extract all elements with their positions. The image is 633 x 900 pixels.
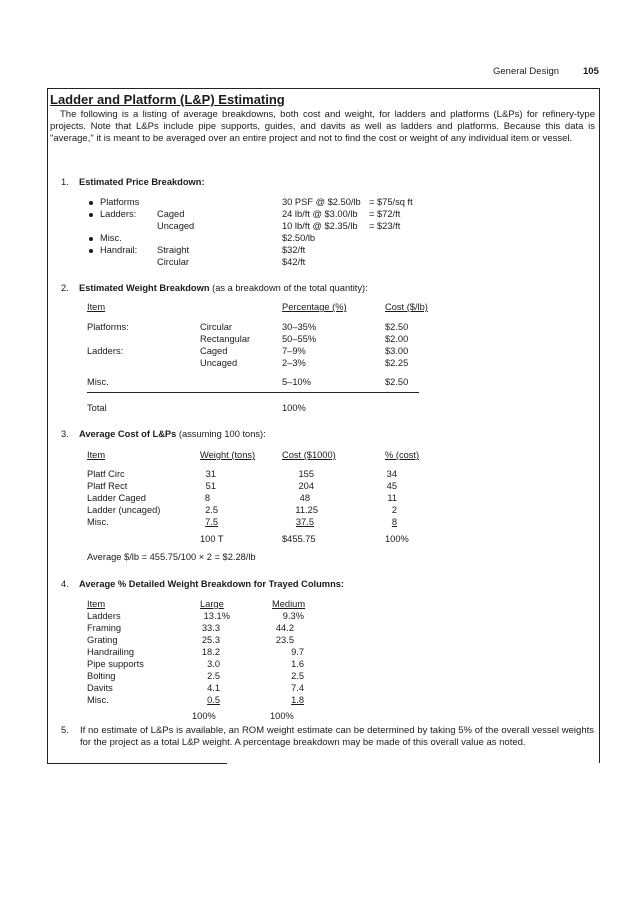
running-header-section: General Design — [493, 66, 560, 77]
s2-total-label: Total — [87, 403, 107, 413]
s3-row-b: 31 — [205, 469, 216, 479]
s4-row-b: 2.5 — [207, 671, 220, 681]
s1-row-b: Caged — [157, 209, 185, 219]
s1-row-d: = $23/ft — [369, 221, 401, 231]
s3-row-c: 155 — [298, 469, 314, 479]
s4-heading: Average % Detailed Weight Breakdown for Trayed Columns: — [79, 579, 345, 589]
s3-average-formula: Average $/lb = 455.75/100 × 2 = $2.28/lb — [87, 552, 256, 562]
s2-row-d: $3.00 — [385, 346, 409, 356]
s4-row-a: Bolting — [87, 671, 116, 681]
s4-row-a: Davits — [87, 683, 113, 693]
s4-row-c: 44.2 — [275, 623, 294, 633]
s1-row-b: Circular — [157, 257, 190, 267]
s4-row-a: Handrailing — [87, 647, 135, 657]
s2-row-d: $2.50 — [385, 377, 409, 387]
s3-row-c: 204 — [298, 481, 314, 491]
s1-row-c: 30 PSF @ $2.50/lb — [282, 197, 361, 207]
s4-total-medium: 100% — [270, 711, 294, 721]
s1-row-b: Uncaged — [157, 221, 195, 231]
bullet-icon — [89, 213, 93, 217]
s2-row-c: 7–9% — [282, 346, 306, 356]
s1-row-d: = $72/ft — [369, 209, 401, 219]
s3-note: (assuming 100 tons): — [178, 429, 266, 439]
s3-row-a: Ladder Caged — [87, 493, 146, 503]
s2-col-pct: Percentage (%) — [282, 302, 347, 312]
s4-row-b: 25.3 — [201, 635, 220, 645]
s1-row-c: $2.50/lb — [282, 233, 316, 243]
s4-total-large: 100% — [192, 711, 216, 721]
s1-row-c: $32/ft — [282, 245, 306, 255]
s3-col-pct: % (cost) — [385, 450, 420, 460]
s4-row-c: 23.5 — [275, 635, 294, 645]
s1-row-d: = $75/sq ft — [369, 197, 413, 207]
s1-row-a: Misc. — [100, 233, 122, 243]
s2-row-b: Rectangular — [200, 334, 251, 344]
s3-row-d: 8 — [391, 517, 397, 527]
section-title: Ladder and Platform (L&P) Estimating — [50, 92, 285, 107]
s1-row-c: 24 lb/ft @ $3.00/lb — [282, 209, 358, 219]
s2-total-pct: 100% — [282, 403, 306, 413]
s4-row-c: 7.4 — [291, 683, 304, 693]
s3-row-d: 2 — [391, 505, 397, 515]
bullet-icon — [89, 249, 93, 253]
s4-col-medium: Medium — [272, 599, 306, 609]
s4-col-item: Item — [87, 599, 106, 609]
s2-row-c: 50–55% — [282, 334, 317, 344]
page-number: 105 — [583, 66, 599, 77]
s3-total-cost: $455.75 — [282, 534, 316, 544]
s2-number: 2. — [61, 283, 69, 293]
s3-row-b: 8 — [204, 493, 210, 503]
s4-row-c: 1.8 — [291, 695, 304, 705]
s2-row-b: Uncaged — [200, 358, 238, 368]
s5-number: 5. — [61, 725, 69, 735]
s3-total-weight: 100 T — [200, 534, 224, 544]
s1-row-c: $42/ft — [282, 257, 306, 267]
box-bottom-rule — [47, 763, 227, 764]
s3-col-weight: Weight (tons) — [200, 450, 256, 460]
s3-row-b: 51 — [205, 481, 216, 491]
s4-row-b: 13.1% — [203, 611, 230, 621]
s4-row-b: 3.0 — [207, 659, 220, 669]
s2-row-d: $2.25 — [385, 358, 409, 368]
s4-row-a: Pipe supports — [87, 659, 144, 669]
s3-col-item: Item — [87, 450, 106, 460]
s3-total-pct: 100% — [385, 534, 409, 544]
s2-row-c: 5–10% — [282, 377, 311, 387]
s2-row-c: 30–35% — [282, 322, 317, 332]
s3-row-c: 37.5 — [295, 517, 314, 527]
s4-row-b: 4.1 — [207, 683, 220, 693]
s1-heading: Estimated Price Breakdown: — [79, 177, 205, 187]
s2-row-d: $2.50 — [385, 322, 409, 332]
s4-row-c: 9.3% — [282, 611, 304, 621]
s3-row-a: Ladder (uncaged) — [87, 505, 161, 515]
s3-row-c: 48 — [299, 493, 310, 503]
s1-number: 1. — [61, 177, 69, 187]
s3-row-a: Platf Circ — [87, 469, 125, 479]
s1-row-b: Straight — [157, 245, 190, 255]
s4-row-c: 9.7 — [291, 647, 304, 657]
s3-row-a: Misc. — [87, 517, 109, 527]
s1-row-a: Handrail: — [100, 245, 138, 255]
s4-row-b: 18.2 — [201, 647, 220, 657]
s4-row-a: Grating — [87, 635, 118, 645]
s3-number: 3. — [61, 429, 69, 439]
bullet-icon — [89, 201, 93, 205]
s2-note: (as a breakdown of the total quantity): — [212, 283, 368, 293]
s2-row-c: 2–3% — [282, 358, 306, 368]
s2-row-a: Misc. — [87, 377, 109, 387]
s2-col-cost: Cost ($/lb) — [385, 302, 428, 312]
s4-row-c: 1.6 — [291, 659, 304, 669]
s2-row-d: $2.00 — [385, 334, 409, 344]
s4-row-a: Framing — [87, 623, 122, 633]
box-top-rule — [47, 88, 599, 89]
s3-row-d: 11 — [387, 493, 397, 503]
s5-paragraph: If no estimate of L&Ps is available, an ROM weight estimate can be determined by taking 5% of the overall vessel weights for the project as a total L&P weight. A percentage breakdown may be made of this overall value as noted. — [80, 725, 594, 749]
s2-row-a: Ladders: — [87, 346, 124, 356]
bullet-icon — [89, 237, 93, 241]
s3-row-d: 34 — [386, 469, 397, 479]
s2-heading: Estimated Weight Breakdown — [79, 283, 210, 293]
intro-paragraph: The following is a listing of average breakdowns, both cost and weight, for ladders and platforms (L&Ps) for refinery-type projects. Note that L&Ps include pipe supports, guides, and davits as well as ladders and platforms. Because this data is "average," it is meant to be averaged over an entire project and not to find the cost or weight of any individual item or vessel. — [50, 109, 595, 145]
s3-row-b: 2.5 — [205, 505, 218, 515]
s3-row-c: 11.25 — [295, 505, 318, 515]
s3-row-d: 45 — [386, 481, 397, 491]
s3-row-a: Platf Rect — [87, 481, 128, 491]
s2-heading-line — [79, 283, 368, 293]
s3-row-b: 7.5 — [205, 517, 218, 527]
s4-row-c: 2.5 — [291, 671, 304, 681]
s4-number: 4. — [61, 579, 69, 589]
s4-row-b: 33.3 — [201, 623, 220, 633]
s3-heading-line — [79, 429, 266, 439]
s4-row-a: Misc. — [87, 695, 109, 705]
s3-heading: Average Cost of L&Ps — [79, 429, 177, 439]
s4-col-large: Large — [200, 599, 224, 609]
s2-total-rule — [87, 392, 419, 393]
s2-row-b: Circular — [200, 322, 233, 332]
s4-row-b: 0.5 — [207, 695, 220, 705]
s4-row-a: Ladders — [87, 611, 121, 621]
s2-col-item: Item — [87, 302, 106, 312]
s3-col-cost: Cost ($1000) — [282, 450, 336, 460]
s1-row-c: 10 lb/ft @ $2.35/lb — [282, 221, 358, 231]
s2-row-a: Platforms: — [87, 322, 129, 332]
s1-row-a: Platforms — [100, 197, 140, 207]
s2-row-b: Caged — [200, 346, 228, 356]
s1-row-a: Ladders: — [100, 209, 137, 219]
